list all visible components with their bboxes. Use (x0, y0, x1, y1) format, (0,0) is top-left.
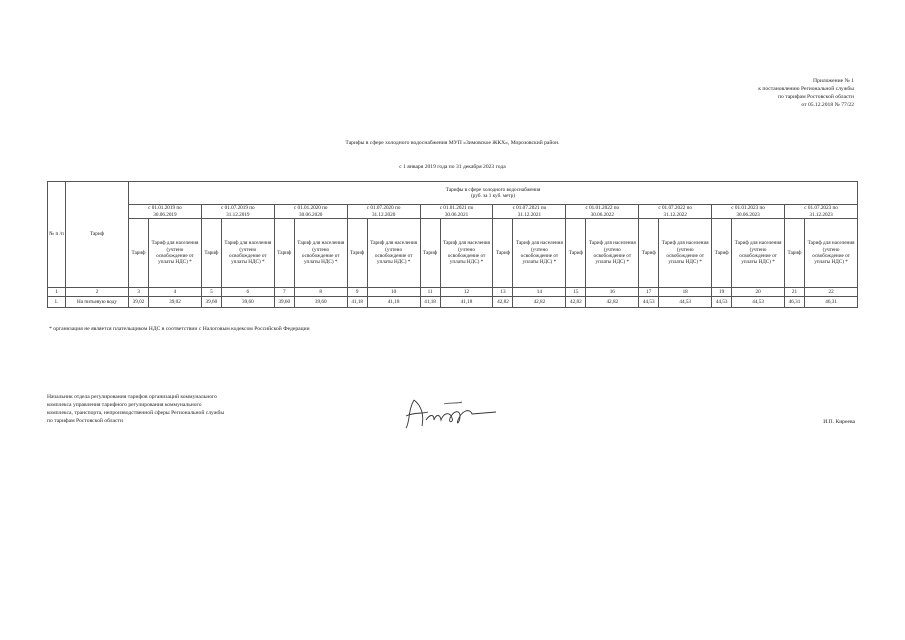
subheader-population-tariff: Тариф для населения (учтено освобождение от уплаты НДС) * (221, 219, 274, 288)
period-header-9 (712, 205, 785, 219)
subheader-population-tariff: Тариф для населения (учтено освобождение от уплаты НДС) * (440, 219, 493, 288)
appendix-line-2: к постановлению Региональной службы (758, 86, 854, 92)
period-header-1 (129, 205, 202, 219)
footnote: * организация не является плательщиком НДС в соответствии с Налоговым кодексом Российской Федерации (49, 326, 310, 332)
column-number-cell: 8 (294, 288, 347, 297)
subheader-population-tariff: Тариф для населения (учтено освобождение от уплаты НДС) * (294, 219, 347, 288)
appendix-line-1: Приложение № 1 (813, 78, 854, 84)
period-from: с 01.07.2023 по (804, 205, 838, 212)
period-header-2 (201, 205, 274, 219)
subheader-tariff: Тариф (785, 219, 805, 288)
signer-line-3: комплекса, транспорта, непроизводственной сферы Региональной службы (47, 410, 225, 416)
period-from: с 01.07.2020 по (366, 205, 401, 212)
header-tariff: Тариф (66, 182, 129, 288)
column-number-row (48, 288, 858, 297)
header-group-unit: (руб. за 1 куб. метр) (471, 193, 516, 199)
subheader-tariff: Тариф (201, 219, 221, 288)
column-number-cell: 20 (732, 288, 785, 297)
signer-line-2: комплекса управления тарифного регулирования коммунального (47, 402, 202, 408)
signer-line-1: Начальник отдела регулирования тарифов организаций коммунального (47, 394, 217, 400)
tariff-value-cell: 39,02 (149, 297, 202, 308)
appendix-line-3: по тарифам Ростовской области (778, 94, 854, 100)
period-header-4 (347, 205, 420, 219)
period-from: с 01.01.2019 по (148, 205, 182, 212)
subheader-tariff: Тариф (493, 219, 513, 288)
tariff-value-cell: 39,60 (274, 297, 294, 308)
column-number-cell: 17 (639, 288, 659, 297)
tariff-value-cell: 44,53 (712, 297, 732, 308)
column-number-cell: 6 (221, 288, 274, 297)
subheader-tariff: Тариф (129, 219, 149, 288)
signer-name: И.П. Киреева (823, 419, 855, 425)
period-from: с 01.01.2023 по (731, 205, 765, 212)
period-to: 31.12.2022 (663, 211, 687, 218)
period-from: с 01.01.2022 по (585, 205, 620, 212)
subheader-population-tariff: Тариф для населения (учтено освобождение от уплаты НДС) * (805, 219, 858, 288)
subheader-population-tariff: Тариф для населения (учтено освобождение от уплаты НДС) * (513, 219, 566, 288)
document-period: с 1 января 2019 года по 31 декабря 2023 года (399, 164, 506, 170)
period-to: 31.12.2021 (517, 211, 542, 218)
tariff-value-cell: 41,18 (440, 297, 493, 308)
period-to: 30.06.2023 (736, 211, 760, 218)
tariff-value-cell: 41,18 (420, 297, 440, 308)
tariff-value-cell: 39,60 (294, 297, 347, 308)
type-header-row (48, 219, 858, 288)
tariff-value-cell: 41,18 (367, 297, 420, 308)
tariff-value-cell: 41,18 (347, 297, 367, 308)
header-group-title: Тарифы в сфере холодного водоснабжения (445, 186, 541, 193)
subheader-population-tariff: Тариф для населения (учтено освобождение от уплаты НДС) * (732, 219, 785, 288)
tariff-value-cell: 42,82 (586, 297, 639, 308)
signer-line-4: по тарифам Ростовской области (47, 418, 123, 424)
column-number-cell: 3 (129, 288, 149, 297)
tariff-value-cell: 46,31 (805, 297, 858, 308)
tariff-value-cell: 44,53 (732, 297, 785, 308)
column-number-cell: 21 (785, 288, 805, 297)
column-number-cell: 7 (274, 288, 294, 297)
subheader-tariff: Тариф (712, 219, 732, 288)
signer-block (47, 393, 224, 425)
column-number-cell: 13 (493, 288, 513, 297)
column-number-cell: 12 (440, 288, 493, 297)
column-number-cell: 19 (712, 288, 732, 297)
period-to: 31.12.2019 (226, 211, 250, 218)
tariff-value-cell: 42,82 (513, 297, 566, 308)
tariff-value-cell: 42,82 (566, 297, 586, 308)
column-number-cell: 15 (566, 288, 586, 297)
row-name: На питьевую воду (66, 297, 129, 308)
column-number-cell: 5 (201, 288, 221, 297)
tariff-value-cell: 44,53 (639, 297, 659, 308)
period-to: 30.06.2020 (299, 211, 323, 218)
period-to: 31.12.2023 (809, 211, 833, 218)
table-header-row (48, 182, 858, 205)
tariff-value-cell: 39,02 (129, 297, 149, 308)
row-number: 1. (48, 297, 66, 308)
header-number: № п /п (48, 182, 66, 288)
period-from: с 01.07.2019 по (221, 205, 255, 212)
subheader-tariff: Тариф (347, 219, 367, 288)
period-to: 30.06.2021 (444, 211, 469, 218)
period-from: с 01.07.2022 по (658, 205, 692, 212)
header-group (129, 182, 858, 205)
tariff-value-cell: 44,53 (659, 297, 712, 308)
period-header-row (48, 205, 858, 219)
period-to: 30.06.2019 (153, 211, 177, 218)
period-header-10 (785, 205, 858, 219)
subheader-tariff: Тариф (639, 219, 659, 288)
period-from: с 01.01.2021 по (439, 205, 474, 212)
subheader-population-tariff: Тариф для населения (учтено освобождение от уплаты НДС) * (586, 219, 639, 288)
column-number-cell: 1 (48, 288, 66, 297)
period-from: с 01.07.2021 по (512, 205, 547, 212)
period-header-8 (639, 205, 712, 219)
table-row (48, 297, 858, 308)
column-number-cell: 4 (149, 288, 202, 297)
subheader-population-tariff: Тариф для населения (учтено освобождение от уплаты НДС) * (659, 219, 712, 288)
subheader-tariff: Тариф (274, 219, 294, 288)
column-number-cell: 16 (586, 288, 639, 297)
column-number-cell: 18 (659, 288, 712, 297)
column-number-cell: 14 (513, 288, 566, 297)
handwritten-signature (400, 392, 510, 432)
tariff-value-cell: 42,82 (493, 297, 513, 308)
period-header-6 (493, 205, 566, 219)
document-title: Тарифы в сфере холодного водоснабжения МУП «Зимовское ЖКХ», Морозовский район. (345, 140, 560, 146)
tariff-value-cell: 39,60 (201, 297, 221, 308)
appendix-line-4: от 05.12.2018 № 77/22 (801, 102, 854, 108)
subheader-population-tariff: Тариф для населения (учтено освобождение от уплаты НДС) * (367, 219, 420, 288)
column-number-cell: 22 (805, 288, 858, 297)
tariff-table (47, 181, 858, 308)
column-number-cell: 2 (66, 288, 129, 297)
period-header-7 (566, 205, 639, 219)
column-number-cell: 10 (367, 288, 420, 297)
period-to: 31.12.2020 (371, 211, 396, 218)
appendix-header (654, 77, 854, 109)
period-header-5 (420, 205, 493, 219)
tariff-value-cell: 46,31 (785, 297, 805, 308)
period-from: с 01.01.2020 по (293, 205, 328, 212)
subheader-tariff: Тариф (420, 219, 440, 288)
period-to: 30.06.2022 (590, 211, 614, 218)
period-header-3 (274, 205, 347, 219)
subheader-population-tariff: Тариф для населения (учтено освобождение от уплаты НДС) * (149, 219, 202, 288)
subheader-tariff: Тариф (566, 219, 586, 288)
tariff-value-cell: 39,60 (221, 297, 274, 308)
column-number-cell: 9 (347, 288, 367, 297)
column-number-cell: 11 (420, 288, 440, 297)
